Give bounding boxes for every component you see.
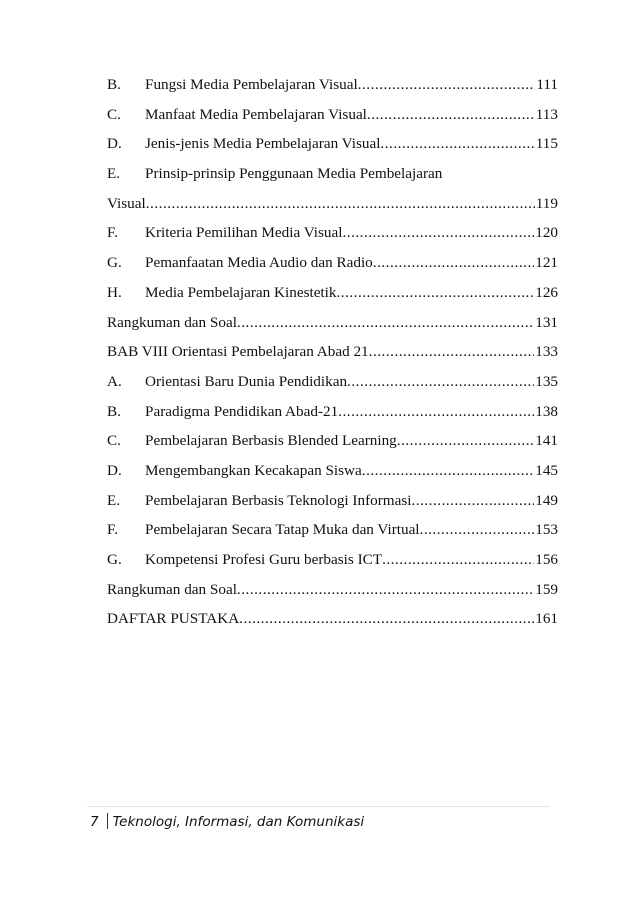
toc-entry-page: 120 (535, 224, 558, 242)
toc-entry-title: Visual (107, 194, 146, 212)
toc-entry (107, 70, 558, 100)
toc-dot-leader (382, 545, 534, 575)
toc-entry-page: 131 (535, 313, 558, 331)
toc-dot-leader (338, 397, 534, 427)
toc-entry-title: Mengembangkan Kecakapan Siswa (145, 461, 362, 479)
toc-entry-letter: C. (107, 432, 121, 450)
toc-entry-page: 149 (535, 491, 558, 509)
toc-entry (107, 397, 558, 427)
toc-entry-letter: E. (107, 491, 121, 509)
toc-entry-page: 133 (535, 343, 558, 361)
toc-dot-leader (380, 129, 534, 159)
footer-book-title: Teknologi, Informasi, dan Komunikasi (112, 814, 365, 830)
toc-entry-page: 145 (535, 461, 558, 479)
toc-entry-title: BAB VIII Orientasi Pembelajaran Abad 21 (107, 343, 369, 361)
toc-entry (107, 367, 558, 397)
toc-entry-letter: G. (107, 551, 122, 568)
footer-page-number: 7 (90, 814, 99, 830)
toc-entry (107, 100, 558, 130)
toc-entry-title: Manfaat Media Pembelajaran Visual (145, 105, 367, 123)
toc-entry-title: Paradigma Pendidikan Abad-21 (145, 402, 339, 420)
footer-separator (107, 813, 108, 829)
toc-dot-leader (358, 70, 536, 100)
toc-entry-page: 135 (535, 372, 558, 390)
toc-entry-page: 115 (535, 135, 558, 153)
toc-entry-letter: D. (107, 461, 122, 479)
toc-dot-leader (367, 100, 535, 130)
toc-entry-page: 119 (535, 194, 558, 212)
toc-entry-title: Orientasi Baru Dunia Pendidikan (145, 372, 348, 390)
toc-entry-title: Jenis-jenis Media Pembelajaran Visual (145, 135, 381, 153)
toc-dot-leader (336, 278, 534, 308)
toc-entry-letter: B. (107, 76, 121, 93)
toc-entry (107, 129, 558, 159)
toc-entry-title: Rangkuman dan Soal (107, 580, 237, 598)
toc-entry (107, 545, 558, 575)
footer-divider (87, 806, 550, 807)
toc-entry-page: 113 (535, 105, 558, 123)
toc-dot-leader (362, 456, 534, 486)
toc-entry-title: Prinsip-prinsip Penggunaan Media Pembelajaran (145, 165, 443, 183)
toc-entry-page: 141 (535, 432, 558, 450)
toc-dot-leader (237, 575, 534, 605)
toc-entry-letter: B. (107, 402, 121, 420)
toc-entry-letter: C. (107, 105, 121, 123)
toc-entry-title: Kompetensi Profesi Guru berbasis ICT (145, 551, 383, 568)
toc-dot-leader (342, 218, 534, 248)
toc-dot-leader (146, 189, 535, 219)
toc-entry (107, 515, 558, 545)
toc-entry (107, 189, 558, 219)
toc-list (107, 70, 558, 634)
toc-entry-title: Fungsi Media Pembelajaran Visual (145, 76, 358, 93)
toc-entry (107, 604, 558, 634)
toc-entry-letter: F. (107, 521, 119, 539)
page-footer (90, 813, 364, 830)
toc-entry-title: Media Pembelajaran Kinestetik (145, 283, 337, 301)
toc-entry-page: 111 (536, 76, 558, 93)
toc-entry-letter: F. (107, 224, 119, 242)
toc-dot-leader (369, 337, 535, 367)
toc-entry-page: 153 (535, 521, 558, 539)
toc-entry-letter: E. (107, 165, 121, 183)
toc-entry (107, 308, 558, 338)
toc-entry-page: 138 (535, 402, 558, 420)
toc-entry (107, 278, 558, 308)
toc-dot-leader (420, 515, 535, 545)
toc-entry-page: 121 (535, 254, 558, 272)
table-of-contents (107, 70, 558, 634)
toc-entry-page: 161 (535, 610, 558, 628)
toc-dot-leader (239, 604, 534, 634)
toc-entry-title: Pembelajaran Secara Tatap Muka dan Virtual (145, 521, 420, 539)
toc-dot-leader (347, 367, 534, 397)
toc-entry (107, 426, 558, 456)
toc-entry-page: 159 (535, 580, 558, 598)
toc-entry (107, 218, 558, 248)
toc-entry (107, 159, 558, 189)
toc-dot-leader (411, 486, 534, 516)
toc-entry-letter: A. (107, 372, 122, 390)
toc-dot-leader (237, 308, 534, 338)
toc-entry-letter: D. (107, 135, 122, 153)
toc-dot-leader (397, 426, 534, 456)
toc-entry (107, 575, 558, 605)
toc-entry-title: Pemanfaatan Media Audio dan Radio (145, 254, 373, 272)
toc-entry-title: Rangkuman dan Soal (107, 313, 237, 331)
toc-entry-title: DAFTAR PUSTAKA (107, 610, 240, 628)
toc-dot-leader (373, 248, 534, 278)
toc-entry-page: 156 (535, 551, 558, 568)
toc-entry-title: Pembelajaran Berbasis Blended Learning (145, 432, 397, 450)
toc-entry (107, 456, 558, 486)
toc-entry-title: Kriteria Pemilihan Media Visual (145, 224, 343, 242)
toc-entry (107, 248, 558, 278)
toc-entry-page: 126 (535, 283, 558, 301)
toc-entry-title: Pembelajaran Berbasis Teknologi Informasi (145, 491, 412, 509)
toc-entry (107, 337, 558, 367)
toc-entry (107, 486, 558, 516)
toc-entry-letter: H. (107, 283, 122, 301)
toc-entry-letter: G. (107, 254, 122, 272)
